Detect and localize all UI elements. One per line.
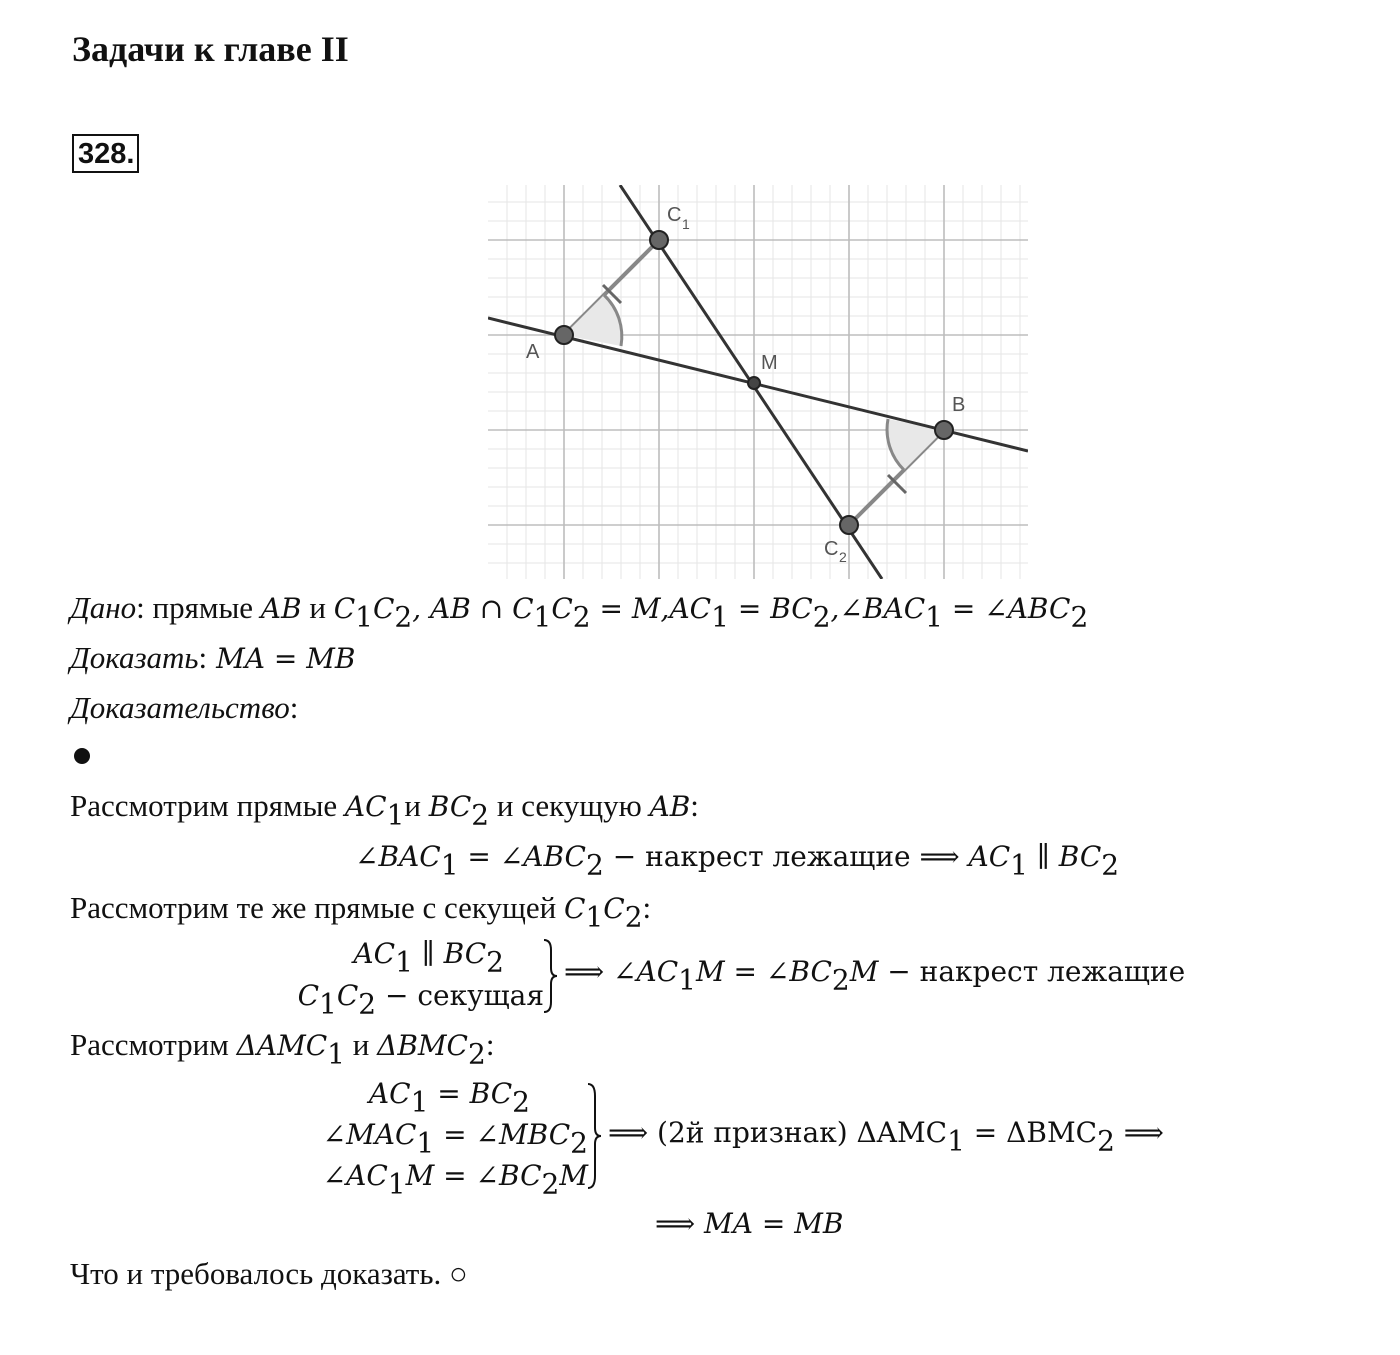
label-a: A [526, 341, 540, 363]
label-c1: C [667, 204, 682, 226]
point-c2 [840, 516, 858, 534]
step2-brace [542, 938, 558, 1014]
label-m: M [761, 352, 778, 374]
point-a [555, 326, 573, 344]
point-m [748, 377, 760, 389]
step3-system: $AC_1 = BC_2$ $\angle MAC_1$ = $\angle MBC_2$ $\angle AC_1M$ = $\angle BC_2M$ [322, 1077, 588, 1201]
label-c2: C [824, 538, 839, 560]
prove-line: Доказать: MA = MB [70, 640, 356, 675]
step3-result: ⟹ (2й признак) $\Delta AMC_1 = \Delta BMC_2$ ⟹ [608, 1116, 1164, 1158]
final-result: ⟹ MA = MB [655, 1207, 844, 1240]
step1-equation: $\angle BAC_1$ = $\angle ABC_2$ − накрест лежащие ⟹ $AC_1$ ∥ $BC_2$ [355, 840, 1120, 882]
step3-intro: Рассмотрим $\Delta AMC_1$ и $\Delta BMC_2$: [70, 1027, 495, 1071]
conclusion: Что и требовалось доказать. ○ [70, 1256, 468, 1291]
step1-intro: Рассмотрим прямые $AC_1и$ $BC_2$ и секущую AB: [70, 788, 699, 832]
step3-brace [586, 1082, 602, 1190]
problem-number: 328. [72, 134, 139, 173]
point-b [935, 421, 953, 439]
geometry-figure [488, 185, 1028, 579]
label-c2-sub: 2 [839, 549, 847, 565]
step2-result: ⟹ $\angle AC_1M$ = $\angle BC_2M$ − накрест лежащие [564, 955, 1186, 997]
proof-label: Доказательство: [70, 690, 299, 725]
step2-system: $AC_1$ ∥ $BC_2$ $C_1C_2$ − секущая [297, 937, 544, 1021]
label-b: B [952, 394, 966, 416]
given-line: Дано: прямые AB и $C_1C_2$, AB ∩ $C_1C_2 = M,AC_1$ = $BC_2,\angle BAC_1$ = $\angle ABC_2$ [70, 590, 1089, 634]
point-c1 [650, 231, 668, 249]
label-c1-sub: 1 [682, 216, 690, 232]
step2-intro: Рассмотрим те же прямые с секущей $C_1C_2$: [70, 890, 652, 934]
chapter-heading: Задачи к главе II [72, 29, 349, 69]
bullet-marker [74, 748, 90, 764]
